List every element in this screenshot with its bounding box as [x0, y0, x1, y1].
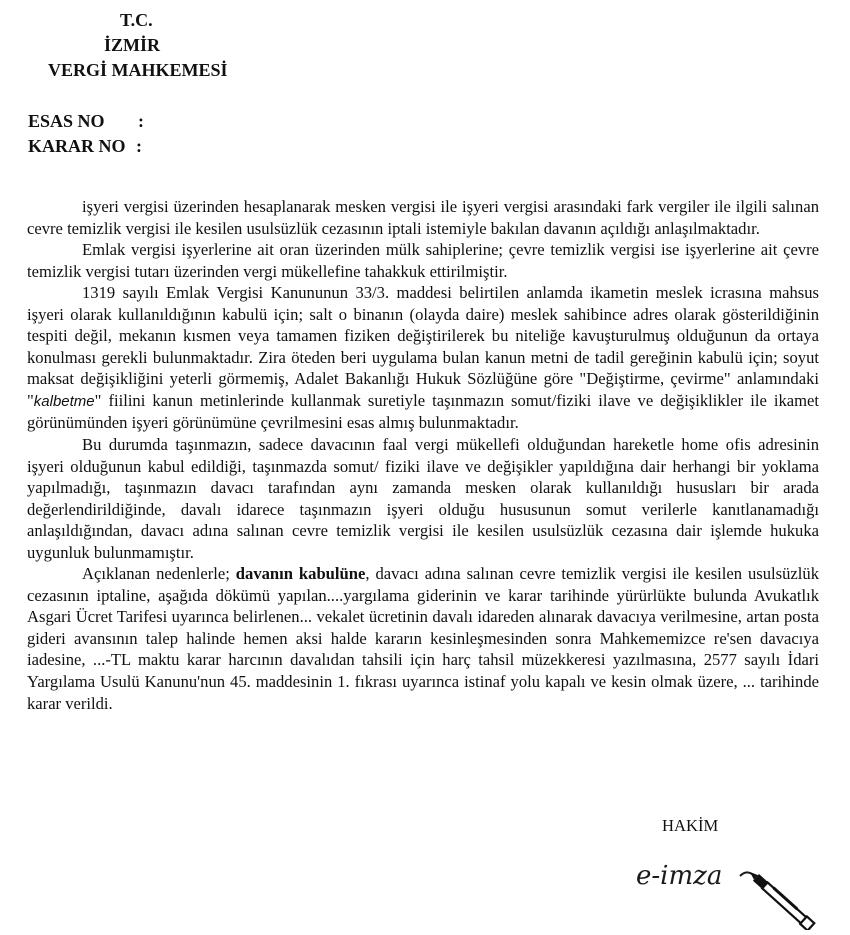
ruling-text: , davacı adına salınan cevre temizlik vergisi ile kesilen usulsüzlük cezasının iptaline, aşağıda dökümü yapılan....yargılama giderinin ve karar tarihinde yürürlükte bulunda Avukatlık Asgari Ücret Tarifesi uyarınca belirlenen... vekalet ücretinin davalı idareden alınarak davacıya verilmesine, artan posta gideri avansının talep halinde hemen aksi halde kararın kesinleşmesinden sonra Mahkememizce re'sen davacıya iadesine, ...-TL maktu karar harcının davalıdan tahsili için harç tahsil müzekkeresi yazılmasına, 2577 sayılı İdari Yargılama Usulü Kanunu'nun 45. maddesinin 1. fıkrası uyarınca istinaf yolu kapalı ve kesin olmak üzere, ... tarihinde karar verildi.	[27, 564, 819, 713]
header-tc: T.C.	[120, 10, 153, 30]
header-court-name: VERGİ MAHKEMESİ	[48, 60, 228, 80]
esas-no-row	[28, 109, 144, 133]
paragraph-ruling	[27, 563, 819, 714]
ruling-acceptance: davanın kabulüne	[235, 564, 366, 584]
pen-icon	[632, 850, 822, 930]
decision-body	[27, 196, 819, 714]
ruling-intro: Açıklanan nedenlerle;	[82, 564, 236, 584]
e-signature	[632, 850, 822, 930]
kalbetme-term: kalbetme	[33, 392, 95, 410]
esas-no-separator: :	[138, 111, 144, 131]
paragraph-evaluation: Bu durumda taşınmazın, sadece davacının faal vergi mükellefi olduğundan hareketle home ofis adresinin işyeri olduğunun kabul edildiği, taşınmazda somut/ fiziki ilave ve değişikler yapıldığına dair herhangi bir yoklama yapılmadığı, taşınmazın davacı tarafından aynı zamanda mesken olarak kullanıldığı hususları bir arada değerlendirildiğinde, davalı idarece taşınmazın işyeri olduğu hususunun somut verilerle kanıtlanamadığı anlaşıldığından, davacı adına salınan cevre temizlik vergisi ile kesilen usulsüzlük cezasına dair işlemde hukuka uygunluk bulunmamıştır.	[27, 435, 819, 562]
e-imza-text: e-imza	[636, 861, 723, 891]
paragraph-case-subject: işyeri vergisi üzerinden hesaplanarak mesken vergisi ile işyeri vergisi arasındaki fark vergiler ile ilgili salınan cevre temizlik vergisi ile kesilen usulsüzlük cezasının iptali istemiyle bakılan davanın açıldığı anlaşılmaktadır.	[27, 197, 819, 238]
karar-no-separator: :	[136, 136, 142, 156]
esas-no-label: ESAS NO	[28, 111, 105, 131]
legal-analysis-text-b: " fiilini kanun metinlerinde kullanmak suretiyle taşınmazın somut/fiziki ilave ve değişiklikler ile ikamet görünümünden işyeri görünümüne çevrilmesini esas almış bulunmaktadır.	[27, 390, 819, 433]
legal-analysis-text-a: 1319 sayılı Emlak Vergisi Kanununun 33/3. maddesi belirtilen anlamda ikametin meslek icrasına mahsus işyeri olarak kullanıldığının kabulü için; salt o binanın (olayda daire) meslek sahibince adres olarak gösterildiğinin tespiti değil, mekanın kısmen veya tamamen fiziken değiştirilerek bu niteliğe kavuşturulmuş olduğunun da ortaya konulması gerekli bulunmaktadır. Zira öteden beri uygulama bulan kanun metni de tadil gereğinin kabulü için; soyut maksat değişikliğini yeterli görmemiş, Adalet Bakanlığı Hukuk Sözlüğüne göre "Değiştirme, çevirme" anlamındaki "	[27, 283, 819, 410]
karar-no-row	[28, 134, 142, 158]
karar-no-label: KARAR NO	[28, 136, 126, 156]
header-city: İZMİR	[104, 35, 161, 55]
paragraph-tax-basis: Emlak vergisi işyerlerine ait oran üzerinden mülk sahiplerine; çevre temizlik vergisi ise işyerlerine ait çevre temizlik vergisi tutarı üzerinden vergi mükellefine tahakkuk ettirilmiştir.	[27, 240, 819, 281]
judge-title: HAKİM	[662, 816, 719, 835]
paragraph-legal-analysis	[27, 282, 819, 434]
